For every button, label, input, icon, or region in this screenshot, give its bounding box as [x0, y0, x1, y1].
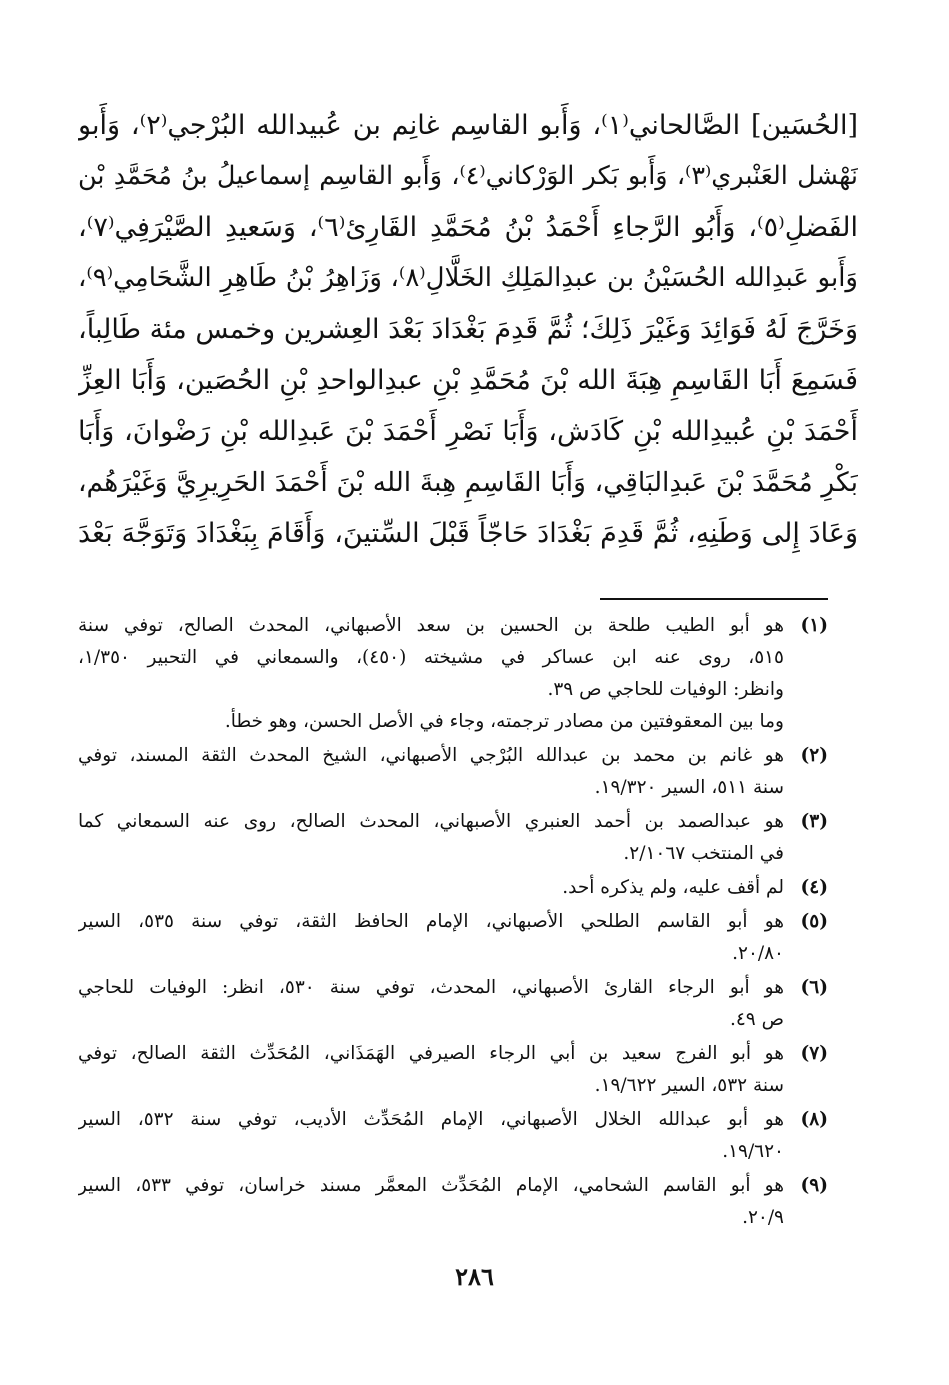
footnote	[78, 1038, 828, 1102]
footnote-line: هو أبو الفرج سعيد بن أبي الرجاء الصيرفي الهَمَذَاني، المُحَدِّث الثقة الصالح، توفي	[78, 1043, 784, 1064]
footnote-line: وما بين المعقوفتين من مصادر ترجمته، وجاء في الأصل الحسن، وهو خطأ.	[224, 711, 784, 732]
footnote-divider	[600, 598, 828, 600]
footnote-line: في المنتخب ٢/١٠٦٧.	[623, 843, 784, 864]
footnote-line: وانظر: الوفيات للحاجي ص ٣٩.	[547, 679, 784, 700]
footnote-line: هو أبو الطيب طلحة بن الحسين بن سعد الأصبهاني، المحدث الصالح، توفي سنة	[78, 615, 784, 636]
footnotes	[78, 610, 828, 1236]
footnote-body	[78, 1170, 784, 1234]
main-text-line: وَعَادَ إِلى وَطَنِهِ، ثُمَّ قَدِمَ بَغْدَادَ حَاجّاً قَبْلَ السِّتينَ، وَأَقَامَ بِبَغْدَادَ وَتَوَجَّهَ بَعْدَ	[78, 518, 858, 549]
footnote-line: هو غانم بن محمد بن عبدالله البُرْجي الأصبهاني، الشيخ المحدث الثقة المسند، توفي	[78, 745, 784, 766]
main-text-line: وَأَبو عَبدِالله الحُسَيْنُ بن عبدِالمَلِكِ الخَلَّالِ⁽٨⁾، وَزَاهِرُ بْنُ طَاهِرِ الشَّحَامِي⁽٩⁾،	[78, 263, 858, 293]
footnote-line: ٢٠/٩.	[742, 1207, 784, 1228]
footnote-body	[78, 1038, 784, 1102]
footnote-number: (١)	[800, 615, 828, 636]
footnote-line: هو أبو القاسم الشحامي، الإمام المُحَدِّث المعمَّر مسند خراسان، توفي ٥٣٣، السير	[78, 1175, 784, 1196]
footnote-line: لم أقف عليه، ولم يذكره أحد.	[562, 877, 784, 898]
footnote	[78, 872, 828, 904]
footnote	[78, 972, 828, 1036]
footnote-line: هو عبدالصمد بن أحمد العنبري الأصبهاني، المحدث الصالح، روى عنه السمعاني كما	[78, 811, 784, 832]
main-text-line: الفَضلِ⁽٥⁾، وَأَبُو الرَّجاءِ أَحْمَدُ بْنُ مُحَمَّدِ القَارِئ⁽٦⁾، وَسَعيدِ الصَّيْرَفِي⁽٧⁾،	[78, 212, 858, 243]
main-text	[78, 100, 858, 559]
page-number: ٢٨٦	[455, 1262, 494, 1291]
main-text-line: بَكْرِ مُحَمَّدَ بْنَ عَبدِالبَاقِي، وَأَبَا القَاسِمِ هِبةَ الله بْنَ أَحْمَدَ الحَرِيرِيَّ وَغَيْرَهُم،	[78, 467, 858, 498]
footnote	[78, 1170, 828, 1234]
footnote-number: (٩)	[800, 1175, 828, 1196]
footnote	[78, 740, 828, 804]
footnote	[78, 610, 828, 738]
main-text-line: [الحُسَين] الصَّالحاني⁽١⁾، وَأَبو القاسِم غانِم بن عُبيدالله البُرْجي⁽٢⁾، وَأَبو	[78, 110, 858, 141]
footnote-line: هو أبو الرجاء القارئ الأصبهاني، المحدث، توفي سنة ٥٣٠، انظر: الوفيات للحاجي	[78, 977, 784, 998]
footnote-number: (٥)	[800, 911, 828, 932]
footnote-line: سنة ٥٣٢، السير ١٩/٦٢٢.	[594, 1075, 784, 1096]
footnote-number: (٨)	[800, 1109, 828, 1130]
footnote-line: هو أبو القاسم الطلحي الأصبهاني، الإمام الحافظ الثقة، توفي سنة ٥٣٥، السير	[78, 911, 784, 932]
footnote-line: هو أبو عبدالله الخلال الأصبهاني، الإمام المُحَدِّث الأديب، توفي سنة ٥٣٢، السير	[78, 1109, 784, 1130]
footnote-line: ٥١٥، روى عنه ابن عساكر في مشيخته (٤٥٠)، والسمعاني في التحبير ١/٣٥٠،	[78, 647, 784, 668]
main-text-line: فَسَمِعَ أَبَا القَاسِمِ هِبَةَ الله بْنَ مُحَمَّدِ بْنِ عبدِالواحدِ بْنِ الحُصَين، وَأَبَا العِزِّ	[78, 365, 858, 396]
footnote-body	[78, 906, 784, 970]
footnote	[78, 906, 828, 970]
footnote-number: (٣)	[800, 811, 828, 832]
footnote-line: ص ٤٩.	[729, 1009, 784, 1030]
footnote-number: (٧)	[800, 1043, 828, 1064]
main-text-line: أَحْمَدَ بْنِ عُبيدِالله بْنِ كَادَش، وَأَبَا نَصْرِ أَحْمَدَ بْنَ عَبدِالله بْنِ رَضْوانَ، وَأَبَا	[78, 416, 858, 447]
footnote-body	[78, 872, 784, 904]
main-text-line: نَهْشل العَنْبري⁽٣⁾، وَأَبو بَكر الوَرْكاني⁽٤⁾، وَأَبو القاسِم إسماعيلُ بنُ مُحَمَّدِ بْن	[78, 161, 858, 191]
footnote	[78, 1104, 828, 1168]
footnote-body	[78, 610, 784, 738]
main-text-line: وَخَرَّجَ لَهُ فَوَائِدَ وَغَيْرَ ذَلِكَ؛ ثُمَّ قَدِمَ بَغْدَادَ بَعْدَ العِشرين وخمس مئة طَالِباً،	[78, 314, 858, 345]
footnote-body	[78, 972, 784, 1036]
footnote-number: (٦)	[800, 977, 828, 998]
footnote-body	[78, 1104, 784, 1168]
footnote-line: ١٩/٦٢٠.	[722, 1141, 784, 1162]
footnote-body	[78, 740, 784, 804]
footnote-number: (٢)	[800, 745, 828, 766]
footnote-line: سنة ٥١١، السير ١٩/٣٢٠.	[594, 777, 784, 798]
footnote-line: ٢٠/٨٠.	[732, 943, 784, 964]
footnote-body	[78, 806, 784, 870]
footnote	[78, 806, 828, 870]
footnote-number: (٤)	[800, 877, 828, 898]
